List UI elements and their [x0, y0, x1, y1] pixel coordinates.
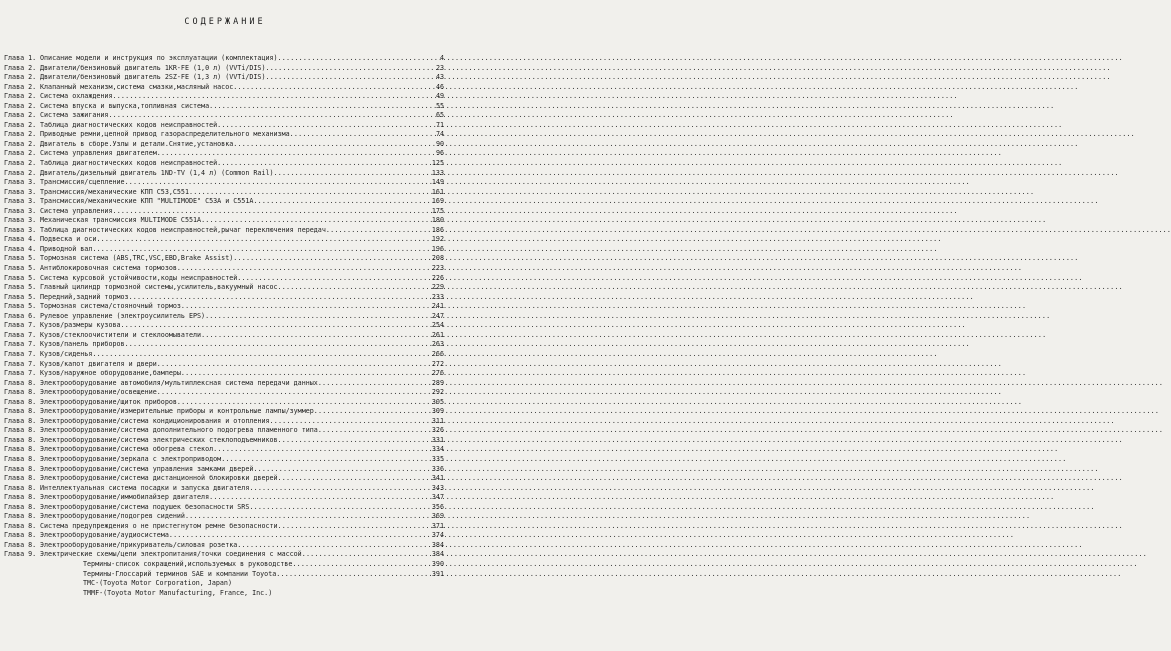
dot-leader [233, 254, 430, 264]
page-number: 223 [431, 264, 444, 273]
toc-extra-entry [4, 570, 444, 580]
page-number: 326 [431, 426, 444, 435]
dot-leader [314, 407, 430, 417]
dot-leader [201, 216, 430, 226]
dot-leader [92, 245, 430, 255]
toc-entry [4, 178, 444, 188]
entry-title: Система предупреждения о не пристегнутом ремне безопасности [40, 521, 278, 530]
entry-title: Система управления двигателем [40, 149, 157, 158]
dot-leader [157, 149, 430, 159]
page-number: 311 [431, 416, 444, 425]
toc-entry [4, 522, 444, 532]
toc-extra-entry [4, 560, 444, 570]
chapter-label: Глава 2. [4, 120, 37, 129]
dot-leader [177, 264, 430, 274]
chapter-label: Глава 6. [4, 311, 37, 320]
chapter-label: Глава 7. [4, 330, 37, 339]
chapter-label: Глава 4. [4, 235, 37, 244]
entry-title: Электрооборудование/система обогрева стекол [40, 445, 214, 454]
toc-entry [4, 512, 444, 522]
entry-title: Электрооборудование/система кондиционирования и отопления [40, 416, 270, 425]
chapter-label: Глава 7. [4, 340, 37, 349]
page-number: 46 [435, 82, 444, 91]
entry-title: Электрооборудование/щиток приборов [40, 397, 177, 406]
toc-entry [4, 169, 444, 179]
entry-title: Кузов/панель приборов [40, 340, 125, 349]
entry-title: Электрооборудование/освещение [40, 388, 157, 397]
entry-title: Передний,задний тормоз [40, 292, 129, 301]
chapter-label: Глава 8. [4, 435, 37, 444]
page-number: 149 [431, 178, 444, 187]
entry-title: Двигатели/бензиновый двигатель 1KR-FE (1,0 л) (VVTi/DIS) [40, 63, 266, 72]
entry-title: Двигатель/дизельный двигатель 1ND-TV (1,4 л) (Common Rail) [40, 168, 274, 177]
page-number: 43 [435, 73, 444, 82]
toc-entry [4, 302, 444, 312]
dot-leader [278, 54, 430, 64]
toc-entry [4, 274, 444, 284]
entry-title: Клапанный механизм,система смазки,масляный насос [40, 82, 234, 91]
dot-leader [265, 73, 430, 83]
page-number: 49 [435, 92, 444, 101]
page-number: 263 [431, 340, 444, 349]
entry-title: Кузов/размеры кузова [40, 321, 121, 330]
page-number: 276 [431, 369, 444, 378]
toc-entry [4, 264, 444, 274]
chapter-label: Глава 3. [4, 216, 37, 225]
toc-entry [4, 465, 444, 475]
page-number: 371 [431, 521, 444, 530]
dot-leader [125, 340, 430, 350]
toc-entry [4, 102, 444, 112]
chapter-label: Глава 5. [4, 292, 37, 301]
chapter-label: Глава 8. [4, 531, 37, 540]
page-number: 309 [431, 407, 444, 416]
page-number: 374 [431, 531, 444, 540]
page-number: 261 [431, 330, 444, 339]
dot-leader [253, 465, 430, 475]
page-number: 90 [435, 139, 444, 148]
page-number: 169 [431, 197, 444, 206]
chapter-label: Глава 7. [4, 359, 37, 368]
dot-leader [185, 512, 430, 522]
page-number: 356 [431, 502, 444, 511]
toc-entry [4, 493, 444, 503]
entry-title: Механическая трансмиссия MULTIMODE C551A [40, 216, 202, 225]
entry-title: Электрооборудование/измерительные приборы и контрольные лампы/зуммер [40, 407, 314, 416]
entry-title: Система курсовой устойчивости,коды неисправностей [40, 273, 238, 282]
dot-leader [278, 474, 430, 484]
page-number: 384 [431, 540, 444, 549]
page-title: СОДЕРЖАНИЕ [184, 17, 266, 27]
chapter-label: Глава 2. [4, 101, 37, 110]
dot-leader [177, 398, 430, 408]
chapter-label: Глава 5. [4, 283, 37, 292]
entry-title: Электрооборудование/система подушек безопасности SRS [40, 502, 250, 511]
chapter-label: Глава 3. [4, 225, 37, 234]
toc-extra-entry [4, 589, 444, 599]
dot-leader [92, 350, 430, 360]
page-number: 305 [431, 397, 444, 406]
chapter-label: Глава 4. [4, 244, 37, 253]
page-number: 233 [431, 292, 444, 301]
entry-title: TMC-(Toyota Motor Corporation, Japan) [83, 579, 232, 588]
toc-entry [4, 398, 444, 408]
chapter-label: Глава 2. [4, 130, 37, 139]
toc-entry [4, 188, 444, 198]
entry-title: Приводные ремни,цепной привод газораспределительного механизма [40, 130, 290, 139]
entry-title: Двигатель в сборе.Узлы и детали.Снятие,установка [40, 139, 234, 148]
dot-leader [249, 503, 430, 513]
dot-leader [125, 178, 430, 188]
toc-entry [4, 254, 444, 264]
toc-entry [4, 64, 444, 74]
toc-entry [4, 226, 444, 236]
toc-entry [4, 245, 444, 255]
dot-leader [253, 197, 430, 207]
chapter-label: Глава 8. [4, 483, 37, 492]
chapter-label: Глава 7. [4, 369, 37, 378]
dot-leader [217, 121, 430, 131]
dot-leader [169, 531, 430, 541]
entry-title: Термины-список сокращений,используемых в руководстве [83, 559, 293, 568]
chapter-label: Глава 3. [4, 206, 37, 215]
entry-title: Электрооборудование/иммобилайзер двигателя [40, 493, 210, 502]
dot-leader [233, 140, 430, 150]
table-of-contents [4, 54, 444, 598]
toc-entry [4, 293, 444, 303]
page-number: 331 [431, 435, 444, 444]
entry-title: Электрооборудование/аудиосистема [40, 531, 169, 540]
dot-leader [278, 522, 430, 532]
toc-entry [4, 54, 444, 64]
dot-leader [237, 541, 430, 551]
page-number: 192 [431, 235, 444, 244]
chapter-label: Глава 2. [4, 139, 37, 148]
chapter-label: Глава 2. [4, 82, 37, 91]
dot-leader [213, 445, 430, 455]
dot-leader [209, 102, 430, 112]
toc-entry [4, 550, 444, 560]
dot-leader [189, 188, 430, 198]
chapter-label: Глава 8. [4, 397, 37, 406]
dot-leader [108, 111, 430, 121]
dot-leader [278, 436, 430, 446]
entry-title: Главный цилиндр тормозной системы,усилитель,вакуумный насос [40, 283, 278, 292]
page-number: 175 [431, 206, 444, 215]
chapter-label: Глава 2. [4, 63, 37, 72]
page-number: 272 [431, 359, 444, 368]
toc-entry [4, 140, 444, 150]
entry-title: Электрооборудование/зеркала с электроприводом [40, 454, 222, 463]
chapter-label: Глава 8. [4, 378, 37, 387]
page-number: 341 [431, 474, 444, 483]
page-number: 254 [431, 321, 444, 330]
chapter-label: Глава 3. [4, 187, 37, 196]
entry-title: Приводной вал [40, 244, 93, 253]
entry-title: Двигатели/бензиновый двигатель 2SZ-FE (1,3 л) (VVTi/DIS) [40, 73, 266, 82]
entry-title: Трансмиссия/механические КПП C53,C551 [40, 187, 189, 196]
chapter-label: Глава 1. [4, 54, 37, 62]
page-number: 266 [431, 349, 444, 358]
page-number: 23 [435, 63, 444, 72]
toc-entry [4, 503, 444, 513]
entry-title: Электрооборудование/система управления замками дверей [40, 464, 254, 473]
toc-entry [4, 111, 444, 121]
dot-leader [217, 159, 430, 169]
chapter-label: Глава 8. [4, 464, 37, 473]
toc-entry [4, 331, 444, 341]
entry-title: Система впуска и выпуска,топливная система [40, 101, 210, 110]
page-number: 125 [431, 159, 444, 168]
dot-leader [96, 235, 430, 245]
chapter-label: Глава 5. [4, 302, 37, 311]
chapter-label: Глава 3. [4, 178, 37, 187]
entry-title: Система зажигания [40, 111, 109, 120]
chapter-label: Глава 8. [4, 502, 37, 511]
toc-entry [4, 83, 444, 93]
toc-entry [4, 216, 444, 226]
toc-entry [4, 312, 444, 322]
toc-entry [4, 321, 444, 331]
dot-leader [276, 570, 430, 580]
dot-leader [129, 293, 430, 303]
chapter-label: Глава 2. [4, 149, 37, 158]
toc-entry [4, 92, 444, 102]
entry-title: Кузов/стеклоочистители и стеклоомыватели [40, 330, 202, 339]
dot-leader [302, 550, 430, 560]
entry-title: TMMF-(Toyota Motor Manufacturing, France, Inc.) [83, 588, 273, 597]
toc-entry [4, 350, 444, 360]
page-number: 241 [431, 302, 444, 311]
page-number: 390 [431, 559, 444, 568]
dot-leader [181, 302, 430, 312]
toc-entry [4, 283, 444, 293]
entry-title: Электрооборудование/прикуриватель/силовая розетка [40, 540, 238, 549]
entry-title: Описание модели и инструкция по эксплуатации (комплектация) [40, 54, 278, 62]
chapter-label: Глава 2. [4, 159, 37, 168]
chapter-label: Глава 2. [4, 92, 37, 101]
dot-leader [249, 484, 430, 494]
toc-entry [4, 149, 444, 159]
dot-leader [278, 283, 430, 293]
entry-title: Кузов/наружное оборудование,бамперы [40, 369, 181, 378]
entry-title: Тормозная система/стояночный тормоз [40, 302, 181, 311]
page-number: 384 [431, 550, 444, 559]
chapter-label: Глава 8. [4, 454, 37, 463]
toc-entry [4, 235, 444, 245]
chapter-label: Глава 8. [4, 540, 37, 549]
toc-entry [4, 159, 444, 169]
page-number: 292 [431, 388, 444, 397]
dot-leader [292, 560, 430, 570]
chapter-label: Глава 8. [4, 445, 37, 454]
page-number: 74 [435, 130, 444, 139]
chapter-label: Глава 8. [4, 512, 37, 521]
chapter-label: Глава 2. [4, 111, 37, 120]
toc-entry [4, 407, 444, 417]
page-number: 336 [431, 464, 444, 473]
chapter-label: Глава 2. [4, 73, 37, 82]
chapter-label: Глава 8. [4, 521, 37, 530]
chapter-label: Глава 8. [4, 493, 37, 502]
toc-entry [4, 197, 444, 207]
chapter-label: Глава 5. [4, 254, 37, 263]
page-number: 369 [431, 512, 444, 521]
dot-leader [318, 379, 430, 389]
toc-entry [4, 426, 444, 436]
dot-leader [221, 455, 430, 465]
toc-entry [4, 541, 444, 551]
page-number: 347 [431, 493, 444, 502]
dot-leader [181, 369, 430, 379]
dot-leader [112, 207, 430, 217]
entry-title: Электрооборудование/система дистанционной блокировки дверей [40, 474, 278, 483]
page-number: 133 [431, 168, 444, 177]
chapter-label: Глава 8. [4, 388, 37, 397]
entry-title: Электрические схемы/цепи электропитания/точки соединения с массой [40, 550, 302, 559]
page-number: 71 [435, 120, 444, 129]
chapter-label: Глава 5. [4, 264, 37, 273]
page-number: 226 [431, 273, 444, 282]
chapter-label: Глава 8. [4, 474, 37, 483]
page-number: 391 [431, 569, 444, 578]
entry-title: Трансмиссия/сцепление [40, 178, 125, 187]
entry-title: Трансмиссия/механические КПП "MULTIMODE" C53A и C551A [40, 197, 254, 206]
page-number: 65 [435, 111, 444, 120]
page-number: 335 [431, 454, 444, 463]
chapter-label: Глава 8. [4, 407, 37, 416]
toc-entry [4, 531, 444, 541]
toc-entry [4, 130, 444, 140]
dot-leader [209, 493, 430, 503]
toc-entry [4, 436, 444, 446]
dot-leader [121, 321, 430, 331]
page-number: 161 [431, 187, 444, 196]
toc-extra-entry [4, 579, 444, 589]
dot-leader [274, 169, 430, 179]
chapter-label: Глава 7. [4, 321, 37, 330]
page-number: 229 [431, 283, 444, 292]
toc-entry [4, 455, 444, 465]
page-number: 247 [431, 311, 444, 320]
chapter-label: Глава 2. [4, 168, 37, 177]
page-number: 334 [431, 445, 444, 454]
entry-title: Кузов/сиденья [40, 349, 93, 358]
dot-leader [201, 331, 430, 341]
page-number: 343 [431, 483, 444, 492]
entry-title: Электрооборудование/система дополнительного подогрева пламенного типа [40, 426, 318, 435]
chapter-label: Глава 5. [4, 273, 37, 282]
toc-entry [4, 484, 444, 494]
entry-title: Электрооборудование автомобиля/мультиплексная система передачи данных [40, 378, 318, 387]
page-number: 289 [431, 378, 444, 387]
dot-leader [233, 83, 430, 93]
toc-entry [4, 121, 444, 131]
entry-title: Антиблокировочная система тормозов [40, 264, 177, 273]
dot-leader [318, 426, 430, 436]
dot-leader [326, 226, 430, 236]
entry-title: Тормозная система (ABS,TRC,VSC,EBD,Brake Assist) [40, 254, 234, 263]
toc-entry [4, 417, 444, 427]
toc-entry [4, 388, 444, 398]
toc-entry [4, 360, 444, 370]
dot-leader [205, 312, 430, 322]
toc-entry [4, 379, 444, 389]
page-number: 208 [431, 254, 444, 263]
page-number: 196 [431, 244, 444, 253]
chapter-label: Глава 7. [4, 349, 37, 358]
dot-leader [157, 360, 430, 370]
dot-leader [157, 388, 430, 398]
page-number: 96 [435, 149, 444, 158]
entry-title: Таблица диагностических кодов неисправностей [40, 159, 218, 168]
entry-title: Электрооборудование/система электрических стеклоподъемников [40, 435, 278, 444]
toc-entry [4, 207, 444, 217]
page-number: 180 [431, 216, 444, 225]
page-number: 186 [431, 225, 444, 234]
entry-title: Термины-Глоссарий терминов SAE и компании Toyota [83, 569, 277, 578]
toc-entry [4, 445, 444, 455]
chapter-label: Глава 8. [4, 416, 37, 425]
dot-leader [112, 92, 430, 102]
entry-title: Электрооборудование/подогрев сидений [40, 512, 185, 521]
entry-title: Система охлаждения [40, 92, 113, 101]
toc-entry [4, 340, 444, 350]
dot-leader [265, 64, 430, 74]
chapter-label: Глава 9. [4, 550, 37, 559]
entry-title: Таблица диагностических кодов неисправностей [40, 120, 218, 129]
page-number: 55 [435, 101, 444, 110]
toc-entry [4, 73, 444, 83]
dot-leader [270, 417, 431, 427]
page-number: 4 [439, 54, 444, 62]
entry-title: Кузов/капот двигателя и двери [40, 359, 157, 368]
entry-title: Таблица диагностических кодов неисправностей,рычаг переключения передач [40, 225, 326, 234]
dot-leader [237, 274, 430, 284]
toc-entry [4, 369, 444, 379]
toc-entry [4, 474, 444, 484]
chapter-label: Глава 8. [4, 426, 37, 435]
entry-title: Подвеска и оси [40, 235, 97, 244]
document-page [0, 0, 450, 651]
chapter-label: Глава 3. [4, 197, 37, 206]
entry-title: Система управления [40, 206, 113, 215]
dot-leader [290, 130, 430, 140]
entry-title: Рулевое управление (электроусилитель EPS) [40, 311, 206, 320]
entry-title: Интеллектуальная система посадки и запуска двигателя [40, 483, 250, 492]
